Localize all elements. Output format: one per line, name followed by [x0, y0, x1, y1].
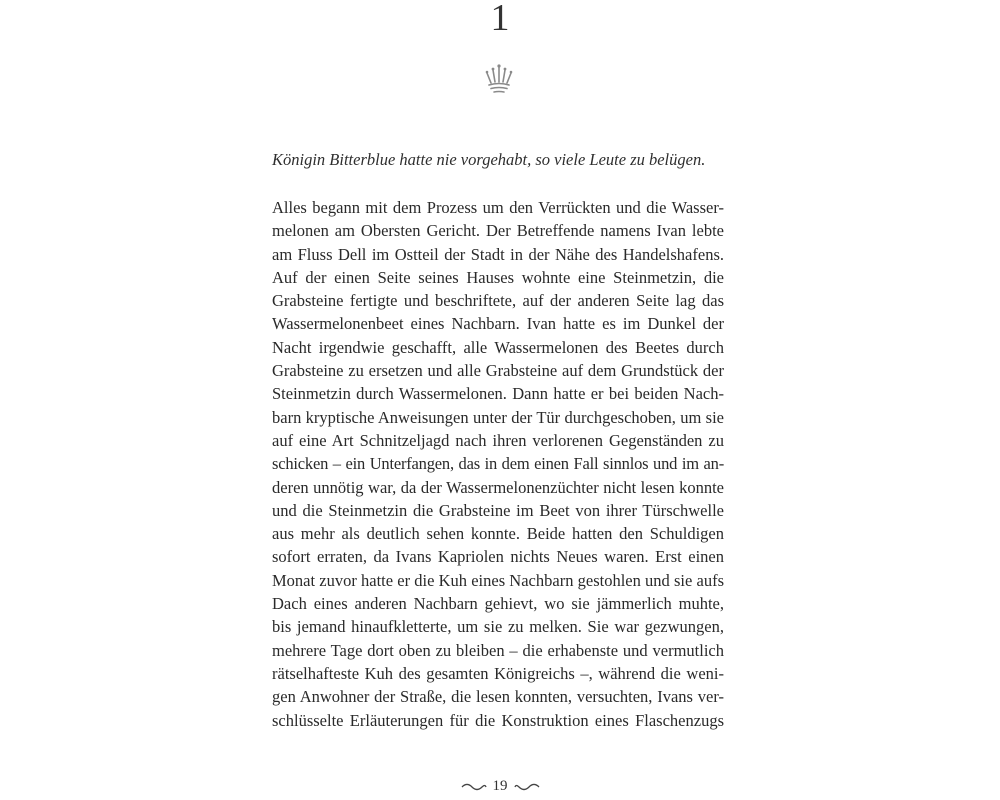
body-line: rätselhafteste Kuh des gesamten Königreichs –, während die weni- [272, 663, 724, 683]
body-line: melonen am Obersten Gericht. Der Betreffende namens Ivan lebte [272, 221, 724, 241]
body-line: barn kryptische Anweisungen unter der Tür durchgeschoben, um sie [272, 407, 724, 427]
epigraph: Königin Bitterblue hatte nie vorgehabt, so viele Leute zu belügen. [272, 150, 706, 169]
body-line: mehrere Tage dort oben zu bleiben – die erhabenste und vermutlich [272, 640, 724, 660]
body-line: Nacht irgendwie geschafft, alle Wassermelonen des Beetes durch [272, 337, 724, 357]
body-line: Grabsteine zu ersetzen und alle Grabsteine auf dem Grundstück der [272, 361, 724, 381]
body-line: gen Anwohner der Straße, die lesen konnten, versuchten, Ivans ver- [272, 687, 724, 707]
body-line: Alles begann mit dem Prozess um den Verrückten und die Wasser- [272, 198, 724, 217]
body-line: Monat zuvor hatte er die Kuh eines Nachbarn gestohlen und sie aufs [272, 570, 724, 590]
body-line: und die Steinmetzin die Grabsteine im Beet von ihrer Türschwelle [272, 500, 724, 520]
body-line: Steinmetzin durch Wassermelonen. Dann hatte er bei beiden Nach- [272, 384, 724, 404]
body-line: Dach eines anderen Nachbarn gehievt, wo sie jämmerlich muhte, [272, 594, 724, 614]
body-line: schicken – ein Unterfangen, das in dem einen Fall sinnlos und im an- [272, 454, 724, 474]
body-line: bis jemand hinaufkletterte, um sie zu melken. Sie war gezwungen, [272, 617, 724, 637]
body-text [272, 196, 724, 732]
page-number: 19 [492, 778, 508, 794]
swash-right-icon [514, 782, 540, 792]
body-line: Grabsteine fertigte und beschriftete, auf der anderen Seite lag das [272, 291, 724, 311]
body-line: deren unnötig war, da der Wassermelonenzüchter nicht lesen konnte [272, 477, 724, 497]
body-line: auf eine Art Schnitzeljagd nach ihren verlorenen Gegenständen zu [272, 430, 724, 450]
page-footer [0, 776, 1000, 796]
body-line: sofort erraten, da Ivans Kapriolen nichts Neues waren. Erst einen [272, 547, 724, 567]
chapter-number: 1 [490, 0, 510, 39]
body-line: schlüsselte Erläuterungen für die Konstruktion eines Flaschenzugs [272, 710, 724, 730]
body-line: Auf der einen Seite seines Hauses wohnte eine Steinmetzin, die [272, 267, 724, 287]
body-line: am Fluss Dell im Ostteil der Stadt in der Nähe des Handelshafens. [272, 244, 724, 264]
swash-left-icon [461, 782, 487, 792]
crown-icon [482, 62, 516, 96]
body-line: Wassermelonenbeet eines Nachbarn. Ivan hatte es im Dunkel der [272, 314, 724, 334]
body-line: aus mehr als deutlich sehen konnte. Beide hatten den Schuldigen [272, 524, 724, 544]
